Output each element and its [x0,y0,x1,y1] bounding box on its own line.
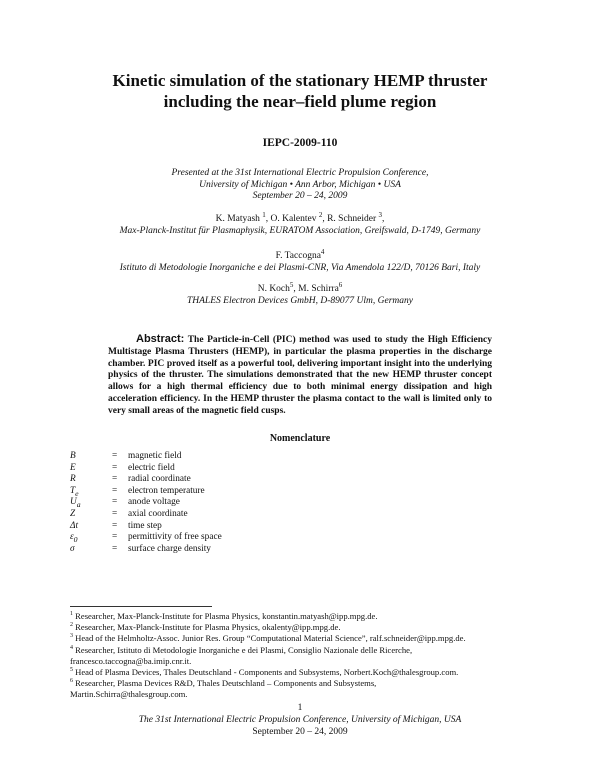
nomenclature-symbol: B [70,451,76,461]
nomenclature-definition: electron temperature [128,485,205,496]
author-names: N. Koch$^5$, M. Schirra$^6$ [257,280,343,294]
nomenclature-symbol: Z [70,509,76,519]
conference-info [0,168,600,203]
nomenclature-definition: surface charge density [128,543,211,554]
nomenclature-equals: = [112,462,118,473]
footnote: $^1$ Researcher, Max-Planck-Institute for Plasma Physics, konstantin.matyash@ipp.mpg.de. [70,611,378,621]
footnote: $^5$ Head of Plasma Devices, Thales Deutschland - Components and Subsystems, Norbert.Koch@thalesgroup.com. [70,667,459,678]
abstract-text: The Particle-in-Cell (PIC) method was used to study the High Efficiency Multistage Plasma Thrusters (HEMP), in particular the plasma properties in the discharge chamber. PIC proved itself as a powerful tool, delivering important insight into the underlying physics of the thruster. The simulations demonstrated that the new HEMP thruster concept allows for a high thermal efficiency due to both minimal energy dissipation and high acceleration efficiency. In the HEMP thruster the plasma contact to the wall is limited only to very small areas of the magnetic field cusps. [108,335,492,416]
author-affiliation: THALES Electron Devices GmbH, D-89077 Ulm, Germany [186,295,414,306]
nomenclature-list [0,450,600,560]
nomenclature-definition: anode voltage [128,497,180,508]
footnotes [70,611,530,701]
nomenclature-equals: = [112,497,118,508]
nomenclature-symbol: Δt [70,520,79,531]
nomenclature-equals: = [112,543,118,554]
nomenclature-definition: permittivity of free space [128,532,222,543]
footnote: $^3$ Head of the Helmholtz-Assoc. Junior Res. Group “Computational Material Science”, ralf.schneider@ipp.mpg.de. [70,633,466,644]
nomenclature-equals: = [112,474,118,485]
nomenclature-symbol: R [70,474,76,485]
nomenclature-symbol: $T_e$ [70,485,79,498]
author-names: F. Taccogna$^4$ [275,247,325,261]
paper-title [0,70,600,112]
abstract [108,334,492,418]
nomenclature-definition: radial coordinate [128,474,191,485]
footer-dates: September 20 – 24, 2009 [252,727,348,737]
abstract-label: Abstract: [136,333,185,345]
author-affiliation: Istituto di Metodologie Inorganiche e dei Plasmi-CNR, Via Amendola 122/D, 70126 Bari, Italy [119,262,481,273]
author-block-1 [0,210,600,237]
nomenclature-equals: = [112,520,118,531]
paper-id: IEPC-2009-110 [262,137,338,149]
conference-line-3: September 20 – 24, 2009 [252,191,348,202]
footnote: $^6$ Researcher, Plasma Devices R&D, Thales Deutschland – Components and Subsystems, Martin.Schirra@thalesgroup.com. [70,678,377,700]
footnote: $^4$ Researcher, Istituto di Metodologie Inorganiche e dei Plasmi, Consiglio Nazionale delle Ricerche, francesco.taccogna@ba.imip.cnr.it. [70,644,413,666]
nomenclature-symbol: E [70,462,76,473]
nomenclature-definition: axial coordinate [128,509,188,519]
nomenclature-heading: Nomenclature [269,433,331,444]
author-block-2 [0,247,600,274]
nomenclature-equals: = [112,509,118,519]
conference-line-1: Presented at the 31st International Electric Propulsion Conference, [171,168,429,178]
author-affiliation: Max-Planck-Institut für Plasmaphysik, EURATOM Association, Greifswald, D-1749, Germany [119,225,481,236]
conference-line-2: University of Michigan • Ann Arbor, Michigan • USA [199,179,401,190]
title-line-2: including the near–field plume region [163,92,437,111]
nomenclature-symbol: σ [70,543,75,554]
footnote: $^2$ Researcher, Max-Planck-Institute for Plasma Physics, okalenty@ipp.mpg.de. [70,622,341,633]
nomenclature-symbol: $U_a$ [70,497,81,510]
nomenclature-definition: electric field [128,462,175,473]
footnote-divider [70,606,212,607]
nomenclature-symbol: $\varepsilon_0$ [70,532,78,545]
author-names: K. Matyash $^1$, O. Kalentev $^2$, R. Schneider $^3$, [215,210,385,224]
nomenclature-definition: time step [128,520,162,531]
nomenclature-equals: = [112,485,118,496]
nomenclature-equals: = [112,532,118,543]
title-line-1: Kinetic simulation of the stationary HEMP thruster [112,71,488,90]
author-block-3 [0,280,600,307]
footer-conference: The 31st International Electric Propulsion Conference, University of Michigan, USA [138,715,462,725]
nomenclature-definition: magnetic field [128,451,182,461]
page-number: 1 [297,703,303,713]
nomenclature-equals: = [112,451,118,461]
